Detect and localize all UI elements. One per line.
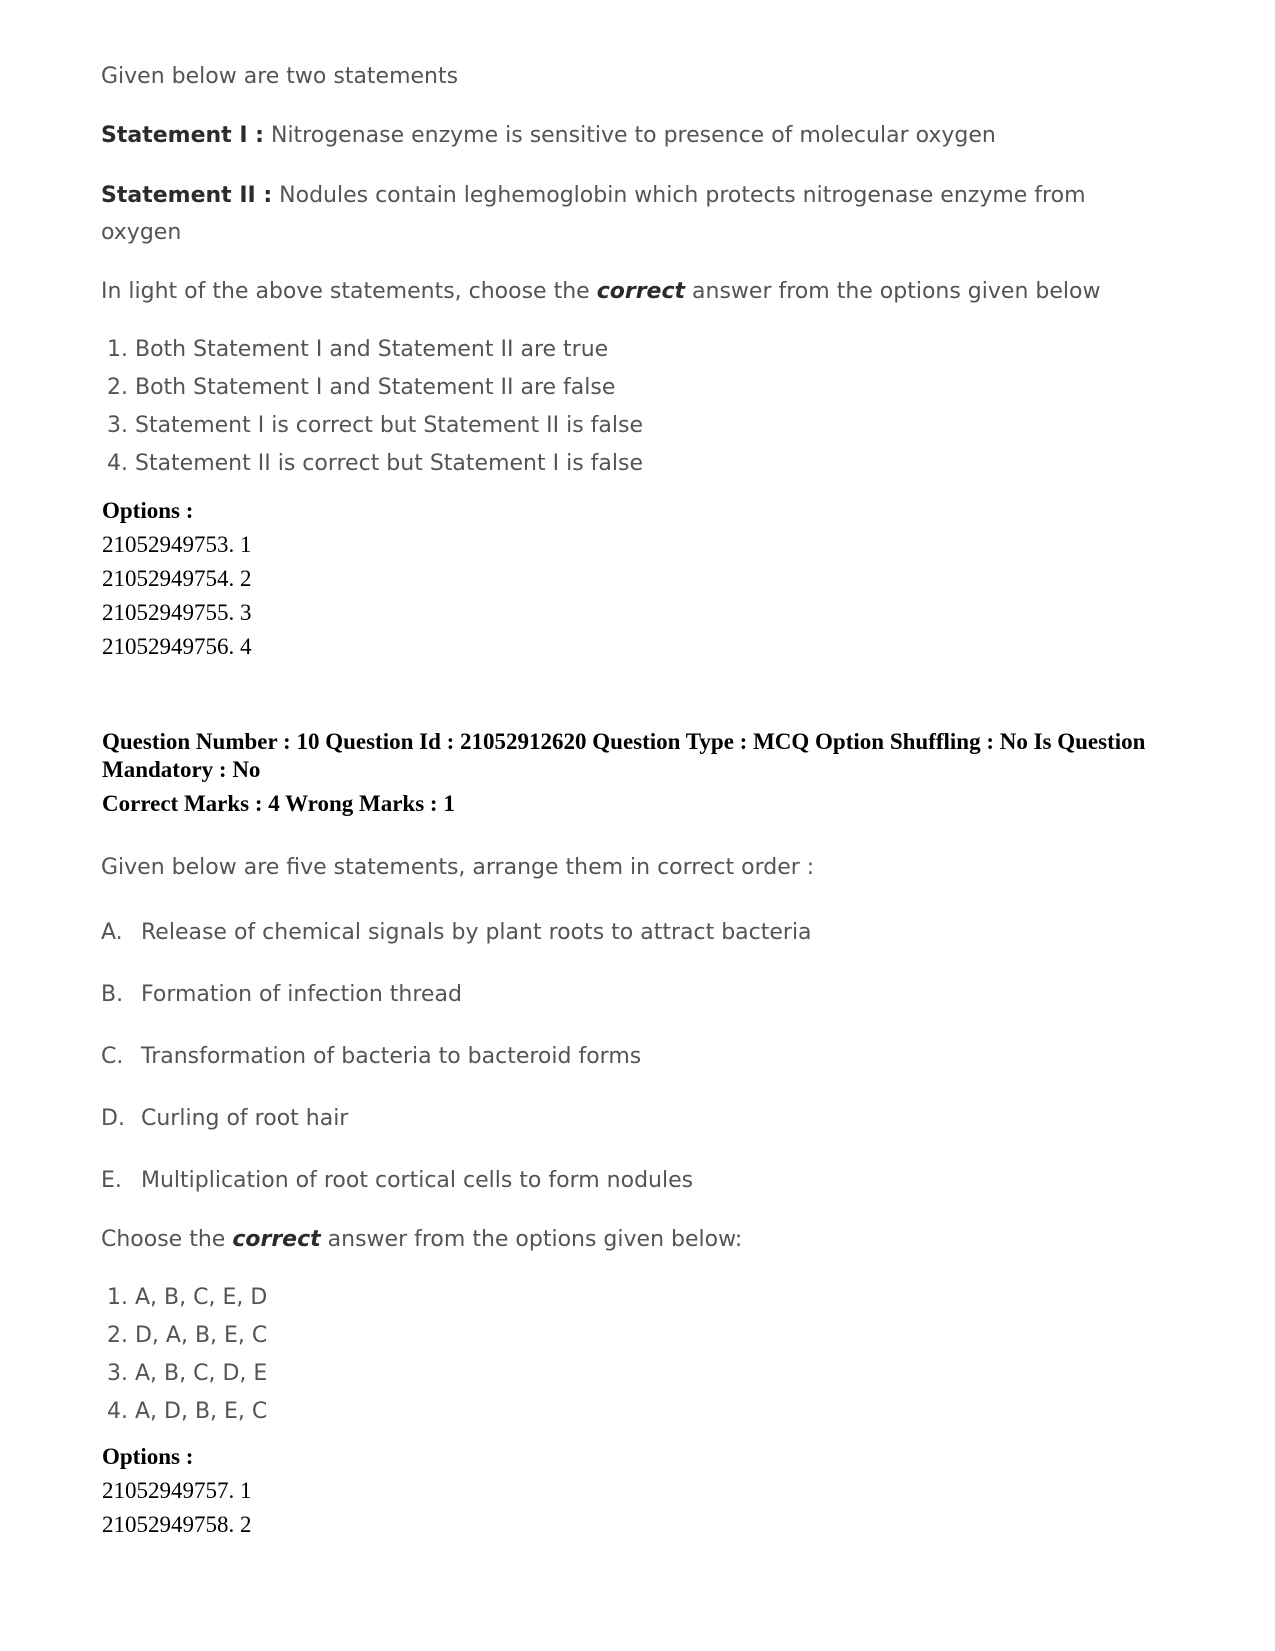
- q9-instruction: [101, 273, 1100, 310]
- q10-item-letter: B.: [101, 982, 124, 1007]
- q10-item-text: Curling of root hair: [141, 1106, 349, 1131]
- q10-marks-line: Correct Marks : 4 Wrong Marks : 1: [102, 791, 455, 816]
- q10-item-c: [101, 1042, 641, 1072]
- q10-choice: 4. A, D, B, E, C: [107, 1399, 268, 1424]
- q9-choice: 1. Both Statement I and Statement II are true: [107, 337, 609, 362]
- q9-intro: Given below are two statements: [101, 64, 459, 89]
- q10-option: 21052949758. 2: [102, 1512, 252, 1537]
- q10-options-list: [102, 1474, 252, 1542]
- q10-item-letter: E.: [101, 1168, 122, 1193]
- q9-choice: 4. Statement II is correct but Statement I is false: [107, 451, 643, 476]
- q9-instruction-pre: In light of the above statements, choose the: [101, 279, 590, 304]
- q9-instruction-emphasis: correct: [596, 279, 686, 304]
- q10-item-text: Multiplication of root cortical cells to form nodules: [141, 1168, 694, 1193]
- q9-statement-1-text: Nitrogenase enzyme is sensitive to presence of molecular oxygen: [270, 123, 996, 148]
- q10-item-e: [101, 1166, 693, 1196]
- q9-choice: 3. Statement I is correct but Statement II is false: [107, 413, 643, 438]
- q9-option: 21052949755. 3: [102, 600, 252, 625]
- q10-item-a: [101, 918, 812, 948]
- q9-statement-1: [101, 117, 996, 154]
- q10-item-letter: D.: [101, 1106, 125, 1131]
- q10-choice: 3. A, B, C, D, E: [107, 1361, 268, 1386]
- q10-intro: Given below are five statements, arrange them in correct order :: [101, 855, 815, 880]
- q10-item-text: Formation of infection thread: [141, 982, 462, 1007]
- q9-option: 21052949754. 2: [102, 566, 252, 591]
- q9-choice-list: [107, 331, 643, 483]
- q10-option: 21052949757. 1: [102, 1478, 252, 1503]
- q10-instruction-emphasis: correct: [232, 1227, 321, 1252]
- q10-instruction: [101, 1221, 742, 1258]
- q9-statement-2: [101, 177, 1101, 251]
- q10-choice: 1. A, B, C, E, D: [107, 1285, 268, 1310]
- q10-item-letter: A.: [101, 920, 123, 945]
- q9-options-list: [102, 528, 252, 664]
- q9-instruction-post: answer from the options given below: [692, 279, 1101, 304]
- q10-item-letter: C.: [101, 1044, 124, 1069]
- q10-choice: 2. D, A, B, E, C: [107, 1323, 268, 1348]
- q9-option: 21052949756. 4: [102, 634, 252, 659]
- q10-item-text: Transformation of bacteria to bacteroid forms: [141, 1044, 642, 1069]
- q10-item-d: [101, 1104, 348, 1134]
- q10-item-b: [101, 980, 462, 1010]
- q9-statement-1-label: Statement I :: [101, 123, 264, 148]
- q9-choice: 2. Both Statement I and Statement II are false: [107, 375, 616, 400]
- q10-meta-line: Question Number : 10 Question Id : 21052912620 Question Type : MCQ Option Shuffling : No Is Question Mandatory : No: [102, 729, 1146, 782]
- q9-options-label: Options :: [102, 498, 194, 523]
- q9-statement-2-label: Statement II :: [101, 183, 273, 208]
- q9-statement-2-text: Nodules contain leghemoglobin which protects nitrogenase enzyme from oxygen: [101, 183, 1086, 245]
- q10-item-text: Release of chemical signals by plant roots to attract bacteria: [141, 920, 812, 945]
- q10-choice-list: [107, 1279, 267, 1431]
- q10-instruction-pre: Choose the: [101, 1227, 226, 1252]
- q10-options-label: Options :: [102, 1444, 194, 1469]
- q10-instruction-post: answer from the options given below:: [327, 1227, 743, 1252]
- q9-option: 21052949753. 1: [102, 532, 252, 557]
